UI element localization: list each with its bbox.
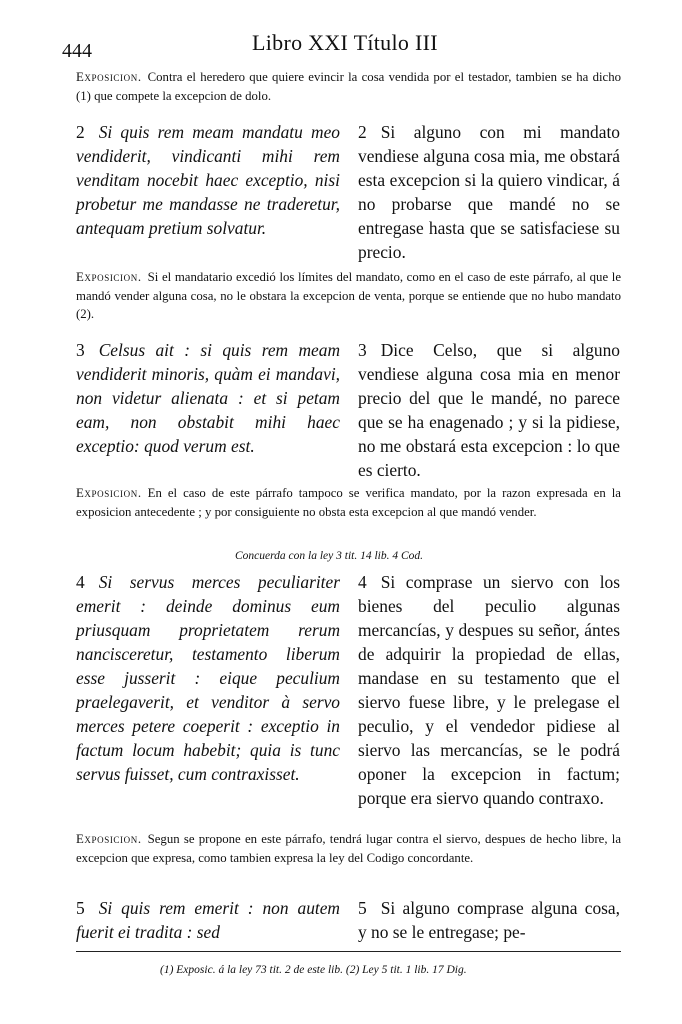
latin-text: Si quis rem meam mandatu meo vendiderit, vindicanti mihi rem venditam nocebit haec exceptio, nisi probetur me mandasse ne traderetur, antequam pretium solvatur. xyxy=(76,122,340,238)
running-title: Libro XXI Título III xyxy=(252,30,438,55)
exposicion-lead: Exposicion. xyxy=(76,486,142,500)
latin-paragraph-3 xyxy=(76,338,340,458)
paragraph-number: 2 xyxy=(76,122,85,142)
spanish-paragraph-5 xyxy=(358,896,620,944)
exposicion-lead: Exposicion. xyxy=(76,70,142,84)
latin-text: Si servus merces peculiariter emerit : deinde dominus eum priusquam proprietatem rerum nancisceretur, testamento liberum esse jusserit : eique peculium praelegaverit, et venditor à servo merces petere coeperit : exceptio in factum locum habebit; quia is tunc servus fuisset, cum contraxisset. xyxy=(76,572,340,784)
concordance-note: Concuerda con la ley 3 tit. 14 lib. 4 Cod. xyxy=(235,550,424,562)
page-header xyxy=(62,30,622,64)
latin-text: Celsus ait : si quis rem meam vendiderit minoris, quàm ei mandavi, non videtur alienata : et si petam eam, non obstabit mihi haec exceptio: quod verum est. xyxy=(76,340,340,456)
spanish-paragraph-4 xyxy=(358,570,620,810)
exposicion-3 xyxy=(76,484,621,521)
exposicion-text: Si el mandatario excedió los límites del mandato, como en el caso de este párrafo, al que le mandó vender alguna cosa, no le obstara la excepcion de venta, porque se entiende que no hubo mandato (2). xyxy=(76,270,621,321)
latin-paragraph-5 xyxy=(76,896,340,944)
paragraph-number: 2 xyxy=(358,122,367,142)
paragraph-number: 3 xyxy=(358,340,367,360)
exposicion-text: En el caso de este párrafo tampoco se verifica mandato, por la razon expresada en la exposicion antecedente ; y por consiguiente no obsta esta excepcion al que mandó vender. xyxy=(76,486,621,519)
footnote-divider xyxy=(76,951,621,952)
exposicion-text: Segun se propone en este párrafo, tendrá lugar contra el siervo, despues de hecho libre, la excepcion que expresa, como tambien expresa la ley del Codigo concordante. xyxy=(76,832,621,865)
exposicion-1 xyxy=(76,68,621,105)
exposicion-lead: Exposicion. xyxy=(76,270,142,284)
paragraph-number: 5 xyxy=(76,898,85,918)
latin-text: Si quis rem emerit : non autem fuerit ei tradita : sed xyxy=(76,898,340,942)
paragraph-number: 4 xyxy=(76,572,85,592)
spanish-text: Dice Celso, que si alguno vendiese alguna cosa mia en menor precio del que le mandé, no parece que se ha enagenado ; y si la pidiese, no me obstará esta excepcion : lo que es cierto. xyxy=(358,340,620,480)
page-number: 444 xyxy=(62,40,92,62)
paragraph-number: 4 xyxy=(358,572,367,592)
exposicion-4 xyxy=(76,830,621,867)
paragraph-number: 3 xyxy=(76,340,85,360)
exposicion-2 xyxy=(76,268,621,324)
spanish-paragraph-2 xyxy=(358,120,620,264)
latin-paragraph-4 xyxy=(76,570,340,786)
spanish-text: Si alguno comprase alguna cosa, y no se le entregase; pe- xyxy=(358,898,620,942)
spanish-text: Si comprase un siervo con los bienes del peculio algunas mercancías, y despues su señor, ántes de adquirir la propiedad de ellas, mandase en su testamento que el siervo fuese libre, y le prelegase el peculio, y el vendedor pidiese al siervo las mercancías, se le podrá oponer la excepcion in factum; porque era siervo quando contraxo. xyxy=(358,572,620,808)
exposicion-lead: Exposicion. xyxy=(76,832,142,846)
exposicion-text: Contra el heredero que quiere evincir la cosa vendida por el testador, tambien se ha dicho (1) que compete la excepcion de dolo. xyxy=(76,70,621,103)
spanish-text: Si alguno con mi mandato vendiese alguna cosa mia, me obstará esta excepcion si la quiero vindicar, á no probarse que mandé no se entregase hasta que se satisfaciese su precio. xyxy=(358,122,620,262)
spanish-paragraph-3 xyxy=(358,338,620,482)
footnotes: (1) Exposic. á la ley 73 tit. 2 de este lib. (2) Ley 5 tit. 1 lib. 17 Dig. xyxy=(160,964,467,976)
paragraph-number: 5 xyxy=(358,898,367,918)
latin-paragraph-2 xyxy=(76,120,340,240)
